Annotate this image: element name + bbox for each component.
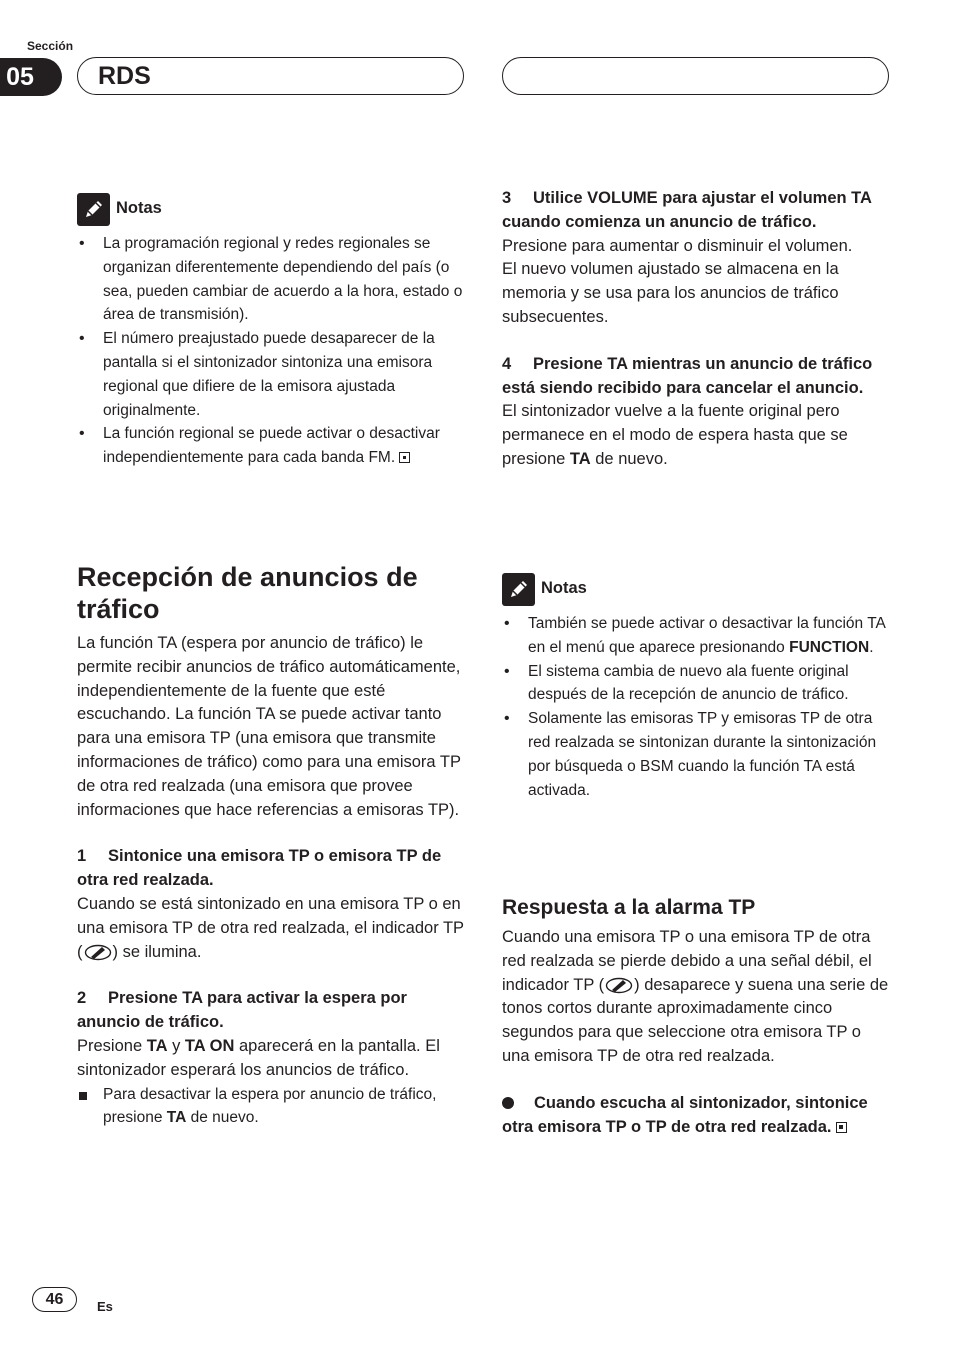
tp-indicator-icon <box>605 977 633 994</box>
bullet-step: Cuando escucha al sintonizador, sintonice otra emisora TP o TP de otra red realzada. <box>502 1093 868 1136</box>
step-4-title: 4 Presione TA mientras un anuncio de tráfico está siendo recibido para cancelar el anuncio. <box>502 354 873 397</box>
pencil-icon <box>502 573 535 606</box>
notes-title: Notas <box>116 199 162 218</box>
right-steps <box>502 187 890 472</box>
step-1-body: Cuando se está sintonizado en una emisora TP o en una emisora TP de otra red realzada, el indicador TP ( ) se ilumina. <box>77 894 464 961</box>
page-number: 46 <box>32 1287 77 1312</box>
section-number: 05 <box>6 62 34 91</box>
note-item: • También se puede activar o desactivar la función TA en el menú que aparece presionando FUNCTION. <box>502 612 890 660</box>
step-2-note: Para desactivar la espera por anuncio de tráfico, presione TA de nuevo. <box>77 1083 465 1131</box>
step-3-body-2: El nuevo volumen ajustado se almacena en la memoria y se usa para los anuncios de tráfico subsecuentes. <box>502 260 839 326</box>
intro-paragraph: La función TA (espera por anuncio de tráfico) le permite recibir anuncios de tráfico automáticamente, independientemente de la fuente que esté escuchando. La función TA se puede activar tanto para una emisora TP (una emisora que transmite informaciones de tráfico) como para una emisora TP de otra red realzada (una emisora que provee informaciones que hace referencias a emisoras TP). <box>77 634 461 819</box>
step-4-body: El sintonizador vuelve a la fuente original pero permanece en el modo de espera hasta que se presione TA de nuevo. <box>502 402 848 468</box>
step-2-title: 2 Presione TA para activar la espera por anuncio de tráfico. <box>77 989 407 1032</box>
notes-list <box>77 232 465 470</box>
notes-header <box>77 192 465 226</box>
tp-indicator-icon <box>84 944 112 961</box>
step-1-title: 1 Sintonice una emisora TP o emisora TP de otra red realzada. <box>77 847 442 890</box>
section-number-badge <box>0 58 62 96</box>
step-3-body-1: Presione para aumentar o disminuir el volumen. <box>502 236 853 255</box>
square-bullet-icon <box>79 1092 87 1100</box>
alarm-paragraph: Cuando una emisora TP o una emisora TP de otra red realzada se pierde debido a una señal débil, el indicador TP ( ) desaparece y suena una serie de tonos cortos durante aproximadamente cinco segundos para que seleccione otra emisora TP o una emisora TP de otra red realzada. <box>502 928 889 1065</box>
section-subtitle-box <box>502 57 889 95</box>
note-item: • El número preajustado puede desaparecer de la pantalla si el sintonizador sintoniza una emisora regional que difiere de la emisora ajustada originalmente. <box>77 327 465 422</box>
notes-header <box>502 572 890 606</box>
step-3-title: 3 Utilice VOLUME para ajustar el volumen TA cuando comienza un anuncio de tráfico. <box>502 189 872 231</box>
traffic-section <box>77 561 465 1130</box>
section-label: Sección <box>27 39 74 53</box>
language-code: Es <box>97 1299 113 1314</box>
note-item: • La programación regional y redes regionales se organizan diferentemente dependiendo del país (o sea, pueden cambiar de acuerdo a la hora, estado o área de transmisión). <box>77 232 465 327</box>
note-item: • Solamente las emisoras TP y emisoras TP de otra red realzada se sintonizan durante la sintonización por búsqueda o BSM cuando la función TA está activada. <box>502 707 890 802</box>
pencil-icon <box>77 193 110 226</box>
left-notes <box>77 192 465 470</box>
section-heading: Recepción de anuncios de tráfico <box>77 562 418 624</box>
alarm-heading: Respuesta a la alarma TP <box>502 896 756 919</box>
notes-list <box>502 612 890 802</box>
note-item: • El sistema cambia de nuevo ala fuente original después de la recepción de anuncio de tráfico. <box>502 660 890 708</box>
dot-bullet-icon <box>502 1097 514 1109</box>
notes-title: Notas <box>541 579 587 598</box>
right-notes <box>502 572 890 802</box>
end-mark-icon <box>836 1122 847 1133</box>
note-item: • La función regional se puede activar o desactivar independientemente para cada banda FM. <box>77 422 465 470</box>
section-title: RDS <box>98 61 151 90</box>
section-title-box <box>77 57 464 95</box>
end-mark-icon <box>399 452 410 463</box>
step-2-body: Presione TA y TA ON aparecerá en la pantalla. El sintonizador esperará los anuncios de tráfico. <box>77 1036 440 1079</box>
alarm-section <box>502 895 890 1139</box>
